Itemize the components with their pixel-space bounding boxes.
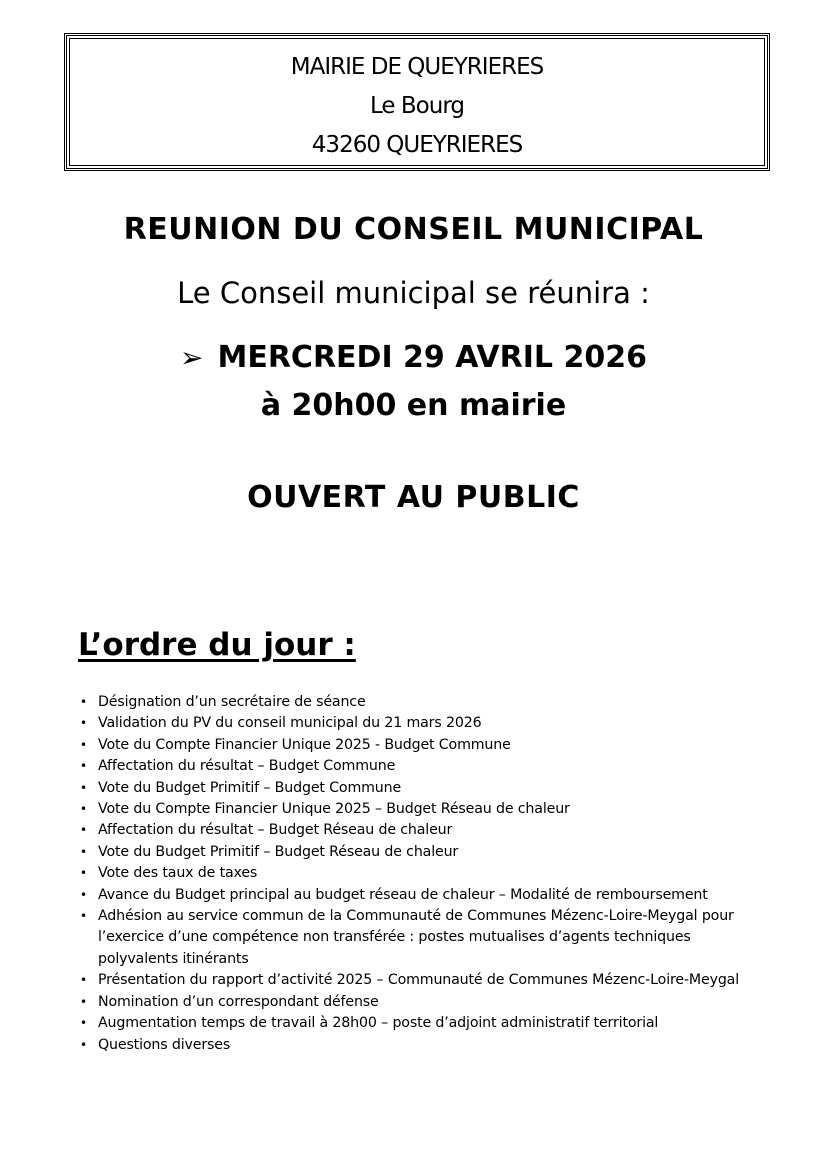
mairie-postcode-city: 43260 QUEYRIERES	[311, 132, 523, 158]
agenda-item	[78, 820, 768, 841]
agenda-item-text: Questions diverses	[98, 1036, 231, 1053]
mairie-name: MAIRIE DE QUEYRIERES	[290, 54, 544, 80]
agenda-item-text: Affectation du résultat – Budget Commune	[98, 758, 396, 775]
agenda-item-text: Avance du Budget principal au budget réseau de chaleur – Modalité de remboursement	[98, 886, 708, 903]
public-notice: OUVERT AU PUBLIC	[247, 480, 580, 515]
agenda-item-text: Vote du Budget Primitif – Budget Réseau de chaleur	[98, 843, 459, 860]
agenda-item-text: Validation du PV du conseil municipal du 21 mars 2026	[98, 715, 482, 732]
bullet-icon: •	[80, 737, 87, 752]
bullet-icon: •	[80, 844, 87, 859]
agenda-item	[78, 713, 768, 734]
bullet-icon: •	[80, 973, 87, 988]
arrow-bullet-icon: ➢	[180, 341, 204, 374]
agenda-item	[78, 906, 768, 970]
agenda-item-text: Vote du Budget Primitif – Budget Commune	[98, 779, 402, 796]
agenda-title: L’ordre du jour :	[78, 627, 356, 663]
agenda-item	[78, 1035, 768, 1056]
agenda-item-text: Adhésion au service commun de la Communauté de Communes Mézenc-Loire-Meygal pour l’exercice d’une compétence non transférée : postes mutualises d’agents techniques polyvalents itinérants	[98, 908, 734, 967]
agenda-item	[78, 1013, 768, 1034]
agenda-item-text: Vote du Compte Financier Unique 2025 – Budget Réseau de chaleur	[98, 801, 570, 818]
bullet-icon: •	[80, 1037, 87, 1052]
mairie-street: Le Bourg	[370, 93, 464, 119]
agenda-item	[78, 842, 768, 863]
bullet-icon: •	[80, 909, 87, 924]
agenda-item	[78, 885, 768, 906]
mairie-header-box	[64, 33, 770, 171]
meeting-date: MERCREDI 29 AVRIL 2026	[217, 340, 647, 375]
agenda-item-text: Vote du Compte Financier Unique 2025 - Budget Commune	[98, 736, 511, 753]
agenda-item	[78, 756, 768, 777]
bullet-icon: •	[80, 695, 87, 709]
bullet-icon: •	[80, 887, 87, 902]
document-subtitle: Le Conseil municipal se réunira :	[177, 276, 650, 310]
bullet-icon: •	[80, 866, 87, 881]
bullet-icon: •	[80, 716, 87, 731]
agenda-item	[78, 799, 768, 820]
agenda-list	[78, 692, 768, 1056]
agenda-item	[78, 778, 768, 799]
document-title: REUNION DU CONSEIL MUNICIPAL	[123, 212, 704, 247]
meeting-date-line	[0, 340, 827, 375]
agenda-item-text: Augmentation temps de travail à 28h00 – poste d’adjoint administratif territorial	[98, 1015, 659, 1032]
agenda-item-text: Nomination d’un correspondant défense	[98, 993, 379, 1010]
meeting-time: à 20h00 en mairie	[260, 388, 567, 423]
bullet-icon: •	[80, 994, 87, 1009]
bullet-icon: •	[80, 759, 87, 774]
agenda-item-text: Désignation d’un secrétaire de séance	[98, 694, 366, 710]
bullet-icon: •	[80, 802, 87, 817]
agenda-item	[78, 992, 768, 1013]
agenda-item	[78, 692, 768, 713]
bullet-icon: •	[80, 1016, 87, 1031]
agenda-item	[78, 735, 768, 756]
agenda-item	[78, 970, 768, 991]
agenda-item-text: Vote des taux de taxes	[98, 865, 258, 882]
agenda-item-text: Présentation du rapport d’activité 2025 – Communauté de Communes Mézenc-Loire-Meygal	[98, 972, 740, 989]
bullet-icon: •	[80, 780, 87, 795]
agenda-item	[78, 863, 768, 884]
agenda-item-text: Affectation du résultat – Budget Réseau de chaleur	[98, 822, 453, 839]
bullet-icon: •	[80, 823, 87, 838]
